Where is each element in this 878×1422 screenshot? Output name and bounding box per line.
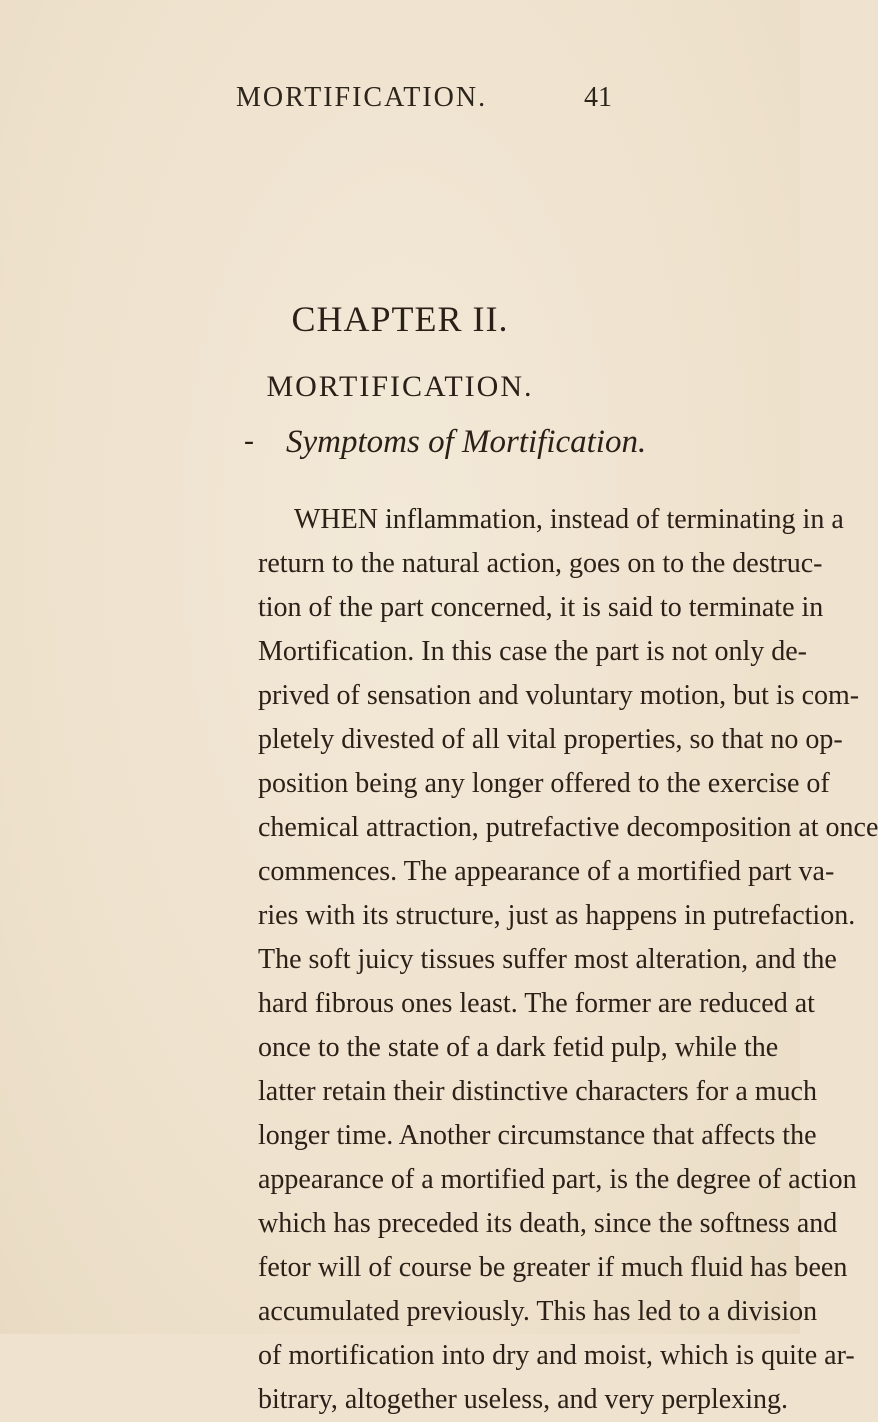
section-subtitle: Symptoms of Mortification. [286,424,647,460]
text-line: ries with its structure, just as happens in putrefaction. [258,900,856,931]
text-line: which has preceded its death, since the softness and [258,1208,838,1239]
text-line: chemical attraction, putrefactive decomposition at once [258,812,878,843]
text-line: pletely divested of all vital properties, so that no op- [258,724,843,755]
body-paragraph [258,498,878,1422]
text-line: appearance of a mortified part, is the degree of action [258,1164,857,1195]
text-line: commences. The appearance of a mortified part va- [258,856,835,887]
text-line: tion of the part concerned, it is said to terminate in [258,592,824,623]
text-line: return to the natural action, goes on to the destruc- [258,548,823,579]
page-number: 41 [584,82,612,113]
section-title: MORTIFICATION. [266,370,534,403]
text-line: accumulated previously. This has led to a division [258,1296,818,1327]
text-line: hard fibrous ones least. The former are reduced at [258,988,815,1019]
text-line: latter retain their distinctive characters for a much [258,1076,817,1107]
dash-mark: - [244,424,254,457]
text-line: The soft juicy tissues suffer most alteration, and the [258,944,837,975]
text-line: fetor will of course be greater if much fluid has been [258,1252,848,1283]
text-line: prived of sensation and voluntary motion, but is com- [258,680,860,711]
chapter-heading: CHAPTER II. [291,299,509,339]
text-line: position being any longer offered to the exercise of [258,768,830,799]
text-line: WHEN inflammation, instead of terminating in a [294,504,844,535]
text-line: once to the state of a dark fetid pulp, while the [258,1032,779,1063]
text-line: longer time. Another circumstance that affects the [258,1120,817,1151]
text-line: bitrary, altogether useless, and very perplexing. [258,1384,789,1415]
running-head: MORTIFICATION. [236,82,488,113]
text-line: Mortification. In this case the part is not only de- [258,636,807,667]
text-line: of mortification into dry and moist, which is quite ar- [258,1340,855,1371]
